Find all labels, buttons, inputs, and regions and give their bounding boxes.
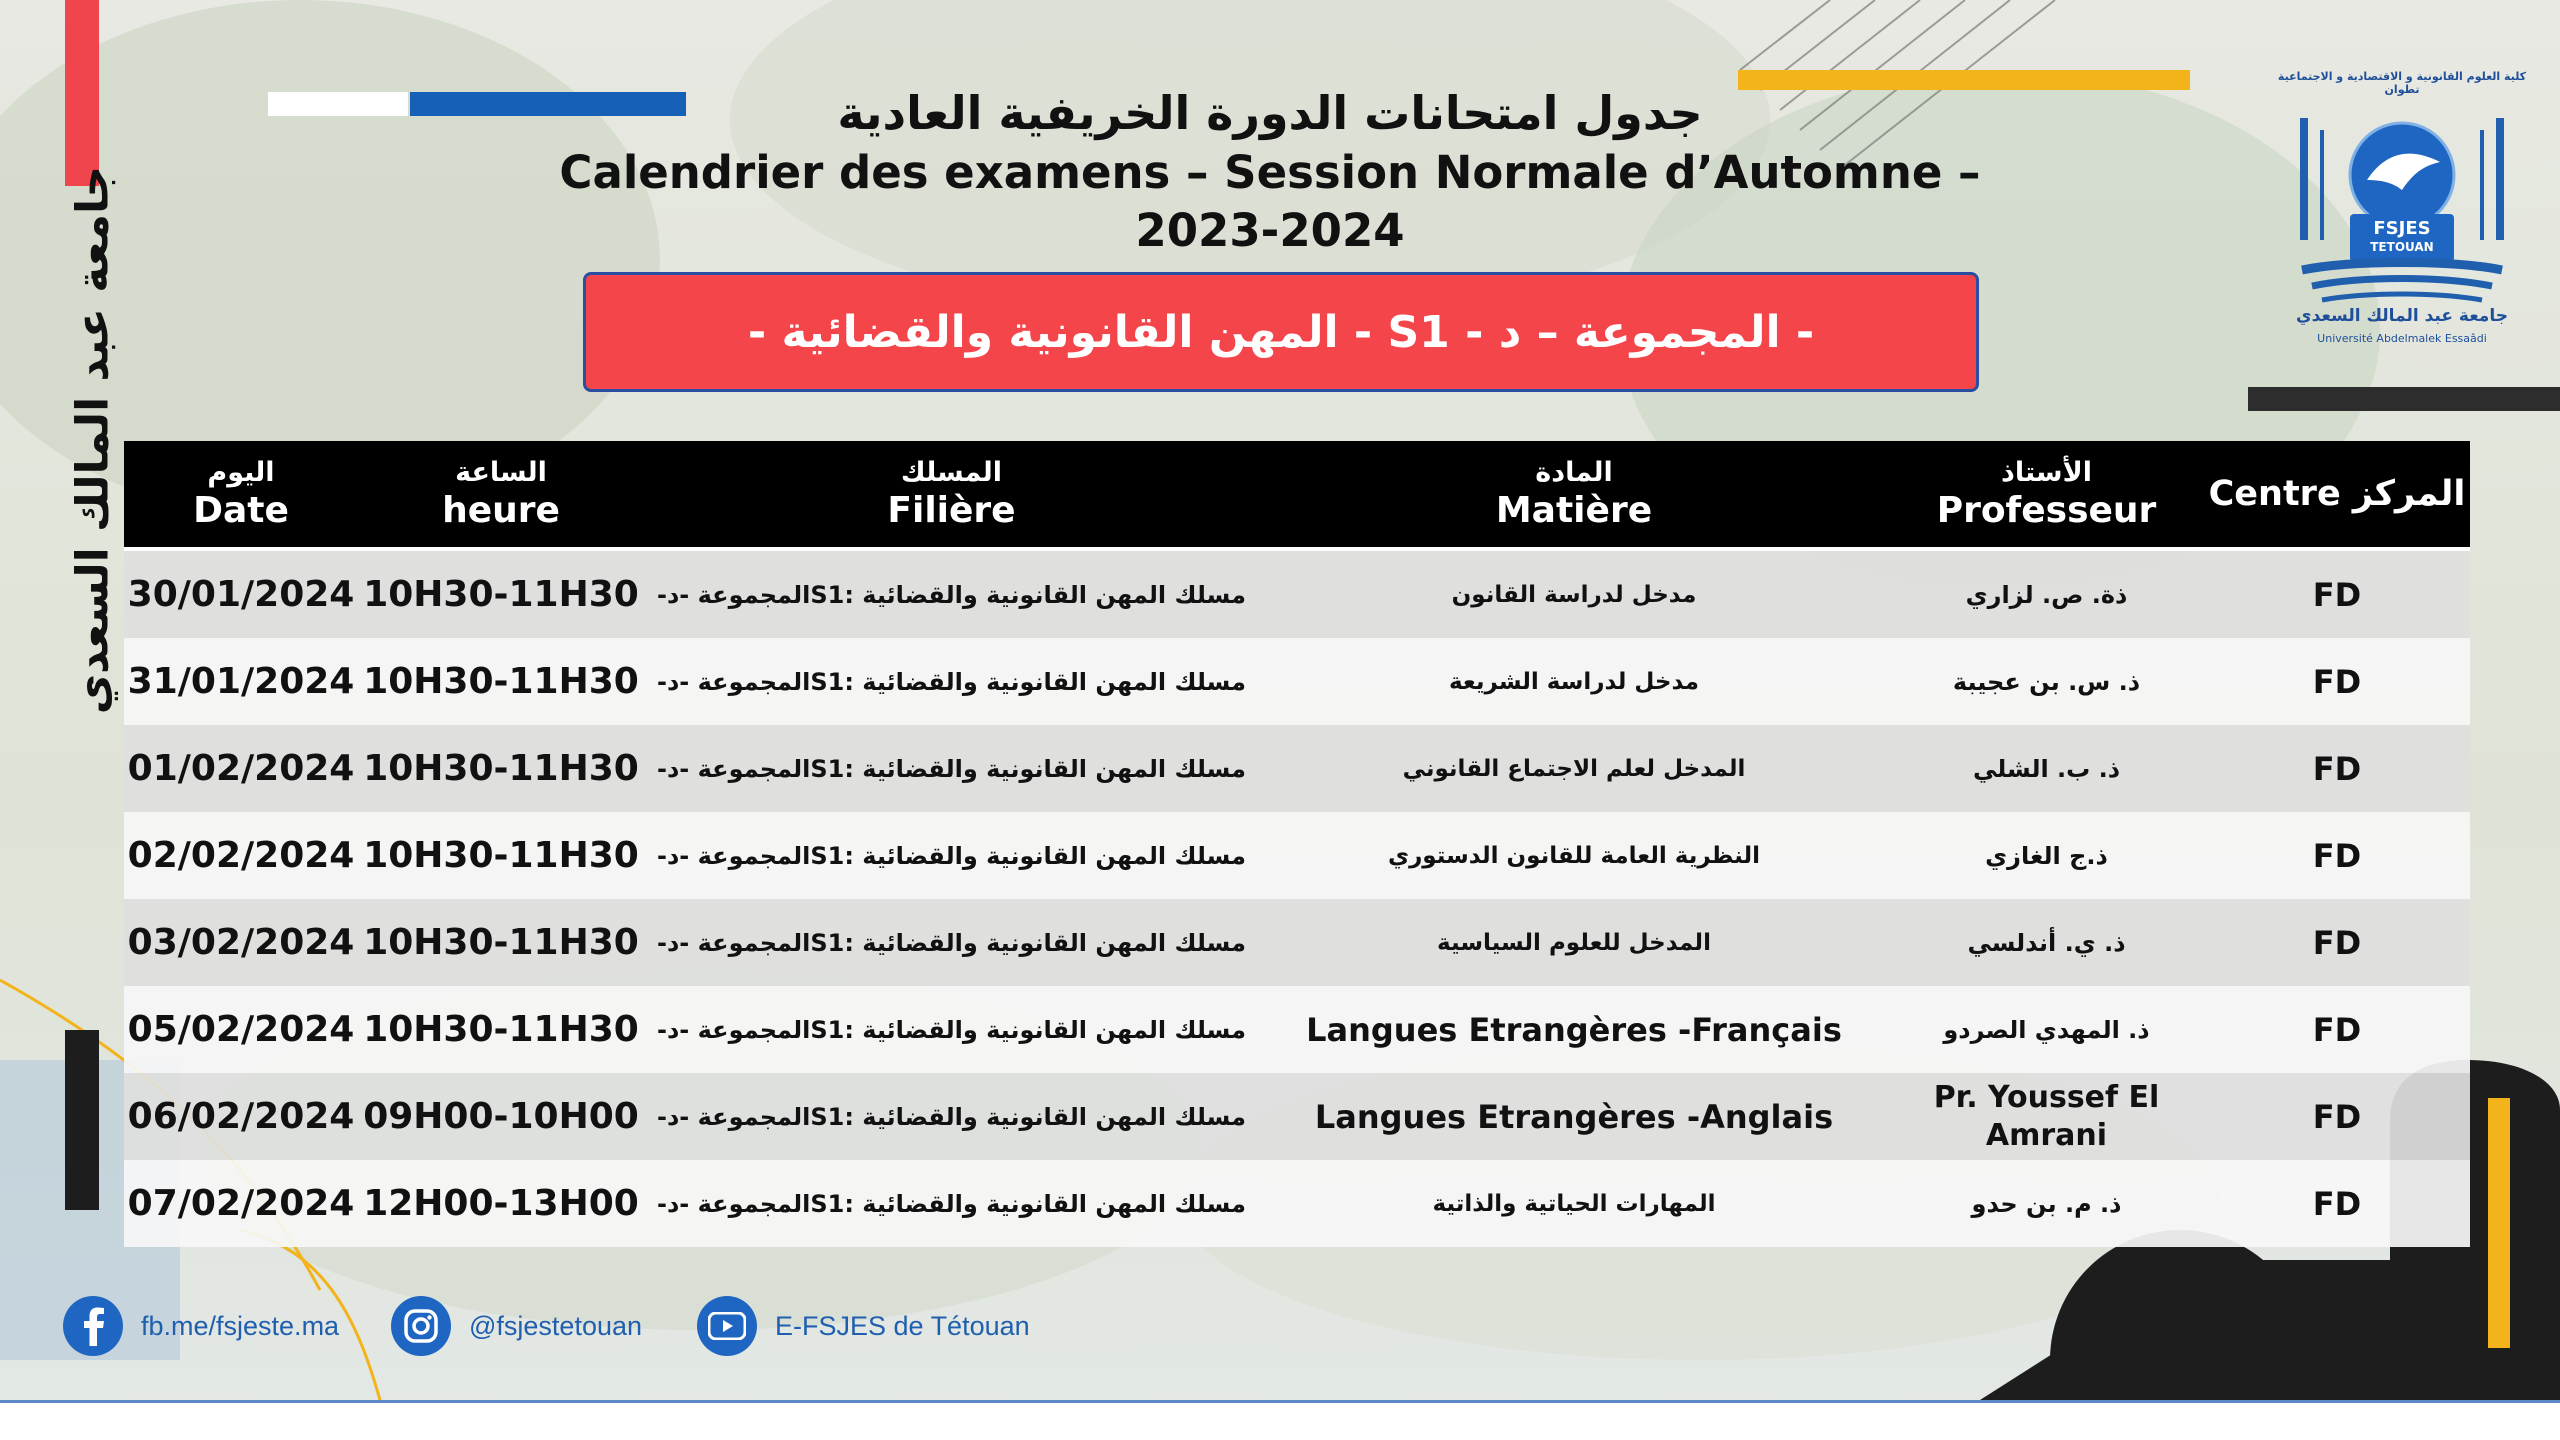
cell-centre: FD xyxy=(2204,986,2470,1073)
cell-time: 10H30-11H30 xyxy=(358,638,644,725)
table-row xyxy=(124,549,2470,638)
cell-matiere: النظرية العامة للقانون الدستوري xyxy=(1259,812,1889,899)
cell-centre: FD xyxy=(2204,638,2470,725)
logo-city-text: TETOUAN xyxy=(2370,240,2434,254)
cell-matiere: المدخل للعلوم السياسية xyxy=(1259,899,1889,986)
table-row xyxy=(124,1073,2470,1160)
cell-time: 10H30-11H30 xyxy=(358,986,644,1073)
cell-filiere: مسلك المهن القانونية والقضائية :S1المجموعة -د- xyxy=(644,549,1259,638)
cell-professeur: ذ. م. بن حدو xyxy=(1889,1160,2204,1247)
dark-accent-bar xyxy=(2248,387,2560,411)
cell-time: 09H00-10H00 xyxy=(358,1073,644,1160)
cell-date: 03/02/2024 xyxy=(124,899,358,986)
yellow-side-strip xyxy=(2488,1098,2510,1348)
cell-date: 01/02/2024 xyxy=(124,725,358,812)
cell-filiere: مسلك المهن القانونية والقضائية :S1المجموعة -د- xyxy=(644,725,1259,812)
table-header-row xyxy=(124,441,2470,549)
cell-centre: FD xyxy=(2204,1160,2470,1247)
table-row xyxy=(124,638,2470,725)
logo-university-fr: Université Abdelmalek Essaâdi xyxy=(2317,332,2487,345)
cell-time: 10H30-11H30 xyxy=(358,549,644,638)
table-row xyxy=(124,1160,2470,1247)
cell-date: 31/01/2024 xyxy=(124,638,358,725)
cell-filiere: مسلك المهن القانونية والقضائية :S1المجموعة -د- xyxy=(644,1073,1259,1160)
cell-date: 07/02/2024 xyxy=(124,1160,358,1247)
youtube-label: E-FSJES de Tétouan xyxy=(775,1310,1030,1341)
table-row xyxy=(124,812,2470,899)
cell-professeur: ذ. ي. أندلسي xyxy=(1889,899,2204,986)
header-prof-ar: الأستاذ xyxy=(2001,457,2092,488)
logo-university-ar: جامعة عبد المالك السعدي xyxy=(2296,306,2508,326)
header-filiere-fr: Filière xyxy=(887,490,1016,531)
red-vertical-bar xyxy=(65,0,99,186)
fsjes-logo xyxy=(2262,70,2542,355)
cell-matiere: المدخل لعلم الاجتماع القانوني xyxy=(1259,725,1889,812)
cell-date: 30/01/2024 xyxy=(124,549,358,638)
header-prof-fr: Professeur xyxy=(1936,490,2157,531)
cell-centre: FD xyxy=(2204,812,2470,899)
cell-matiere: Langues Etrangères -Anglais xyxy=(1259,1073,1889,1160)
instagram-label: @fsjestetouan xyxy=(469,1310,643,1341)
cell-centre: FD xyxy=(2204,549,2470,638)
cell-centre: FD xyxy=(2204,899,2470,986)
header-matiere xyxy=(1259,441,1889,549)
university-name-ar: جامعة عبد المالك السعدي xyxy=(67,165,119,715)
group-banner xyxy=(583,272,1979,392)
cell-matiere: مدخل لدراسة الشريعة xyxy=(1259,638,1889,725)
header-professeur xyxy=(1889,441,2204,549)
cell-filiere: مسلك المهن القانونية والقضائية :S1المجموعة -د- xyxy=(644,638,1259,725)
title-arabic: جدول امتحانات الدورة الخريفية العادية xyxy=(837,86,1703,140)
cell-matiere: مدخل لدراسة القانون xyxy=(1259,549,1889,638)
youtube-icon xyxy=(697,1296,757,1356)
facebook-icon xyxy=(63,1296,123,1356)
cell-centre: FD xyxy=(2204,1073,2470,1160)
instagram-icon xyxy=(391,1296,451,1356)
cell-filiere: مسلك المهن القانونية والقضائية :S1المجموعة -د- xyxy=(644,899,1259,986)
cell-professeur: ذ. س. بن عجيبة xyxy=(1889,638,2204,725)
cell-professeur: Pr. Youssef El Amrani xyxy=(1889,1073,2204,1160)
cell-filiere: مسلك المهن القانونية والقضائية :S1المجموعة -د- xyxy=(644,1160,1259,1247)
logo-fsjes-text: FSJES xyxy=(2373,218,2431,239)
header-matiere-ar: المادة xyxy=(1535,457,1613,488)
facebook-link[interactable] xyxy=(63,1296,339,1356)
youtube-link[interactable] xyxy=(697,1296,1030,1356)
cell-professeur: ذ. ب. الشلي xyxy=(1889,725,2204,812)
header-time xyxy=(358,441,644,549)
header-centre-label: Centre المركز xyxy=(2208,474,2466,514)
cell-date: 02/02/2024 xyxy=(124,812,358,899)
header-time-fr: heure xyxy=(442,490,560,531)
table-row xyxy=(124,986,2470,1073)
table-row xyxy=(124,725,2470,812)
cell-matiere: Langues Etrangères -Français xyxy=(1259,986,1889,1073)
header-matiere-fr: Matière xyxy=(1495,490,1653,531)
cell-professeur: ذة. ص. لزاري xyxy=(1889,549,2204,638)
cell-centre: FD xyxy=(2204,725,2470,812)
header-date-fr: Date xyxy=(193,490,289,531)
bottom-margin xyxy=(0,1403,2560,1440)
table-row xyxy=(124,899,2470,986)
cell-time: 10H30-11H30 xyxy=(358,899,644,986)
header-filiere-ar: المسلك xyxy=(900,457,1003,488)
header-filiere xyxy=(644,441,1259,549)
cell-time: 10H30-11H30 xyxy=(358,725,644,812)
logo-faculty-text: كلية العلوم القانونية و الاقتصادية و الاجتماعية تطوان xyxy=(2277,70,2527,96)
cell-date: 05/02/2024 xyxy=(124,986,358,1073)
cell-professeur: ذ.ج الغازي xyxy=(1889,812,2204,899)
black-vertical-bar xyxy=(65,1030,99,1210)
title-year: 2023-2024 xyxy=(1135,204,1405,257)
title-french: Calendrier des examens – Session Normale d’Automne – xyxy=(559,146,1981,199)
cell-filiere: مسلك المهن القانونية والقضائية :S1المجموعة -د- xyxy=(644,986,1259,1073)
header-date xyxy=(124,441,358,549)
cell-date: 06/02/2024 xyxy=(124,1073,358,1160)
instagram-link[interactable] xyxy=(391,1296,642,1356)
white-accent-bar xyxy=(268,92,408,116)
cell-matiere: المهارات الحياتية والذاتية xyxy=(1259,1160,1889,1247)
cell-time: 10H30-11H30 xyxy=(358,812,644,899)
cell-professeur: ذ. المهدي الصردو xyxy=(1889,986,2204,1073)
header-date-ar: اليوم xyxy=(207,457,275,488)
facebook-label: fb.me/fsjeste.ma xyxy=(141,1310,340,1341)
cell-filiere: مسلك المهن القانونية والقضائية :S1المجموعة -د- xyxy=(644,812,1259,899)
header-centre xyxy=(2204,441,2470,549)
header-time-ar: الساعة xyxy=(455,457,547,488)
cell-time: 12H00-13H00 xyxy=(358,1160,644,1247)
exam-schedule-table xyxy=(124,441,2470,1247)
banner-text: - المهن القانونية والقضائية - S1 - المجموعة – د - xyxy=(747,306,1815,358)
